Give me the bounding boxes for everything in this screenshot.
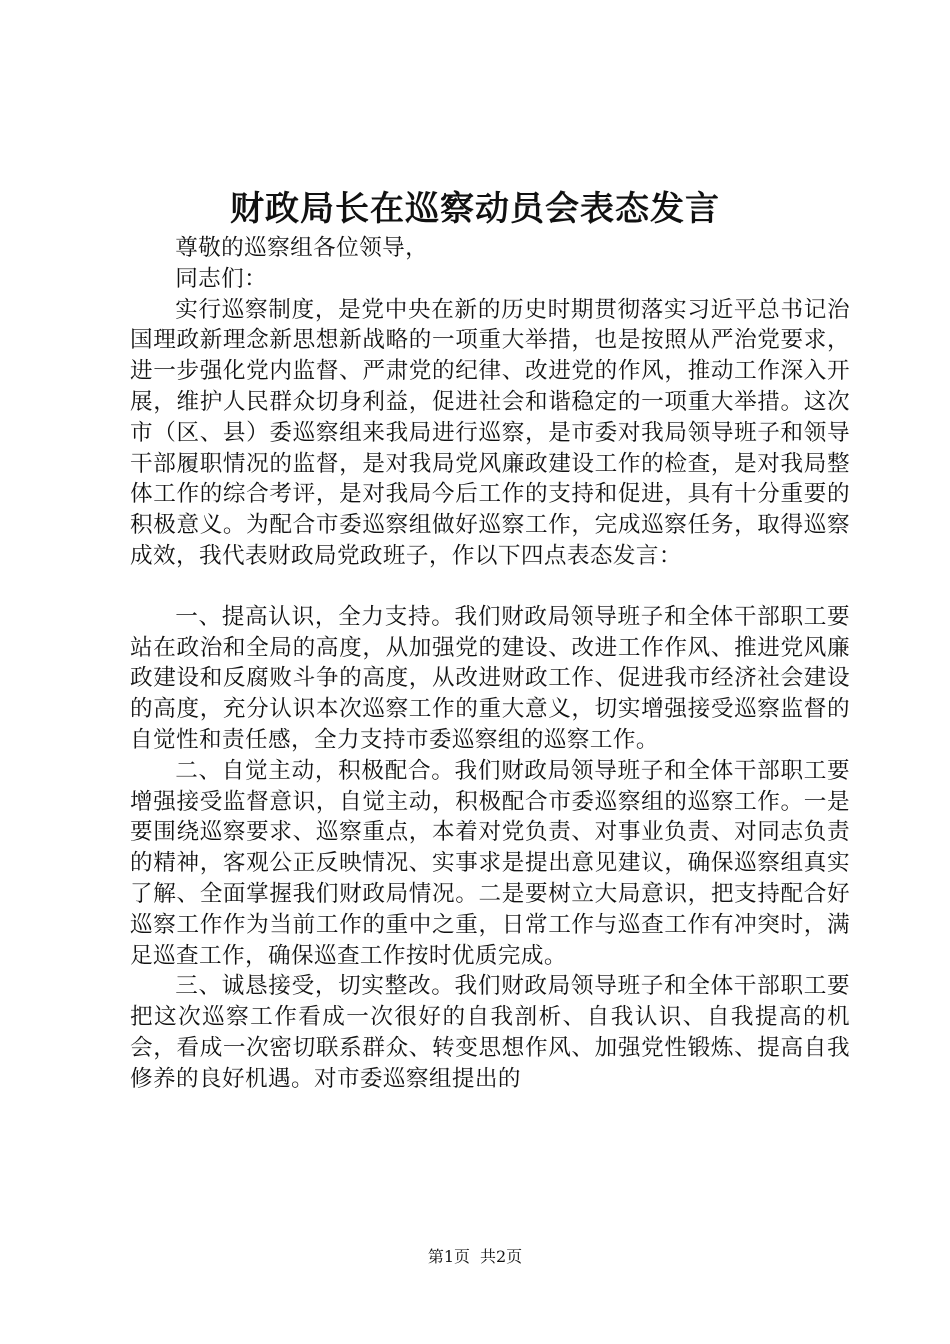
body-paragraph: 一、提高认识，全力支持。我们财政局领导班子和全体干部职工要站在政治和全局的高度，从加强党的建设、改进工作作风、推进党风廉政建设和反腐败斗争的高度，从改进财政工作、促进我市经济社会建设的高度，充分认识本次巡察工作的重大意义，切实增强接受巡察监督的自觉性和责任感，全力支持市委巡察组的巡察工作。 [130,603,850,753]
page-count: 共2页 [480,1247,523,1266]
document-body [130,233,850,1095]
page-footer [0,1247,950,1267]
body-paragraph: 实行巡察制度，是党中央在新的历史时期贯彻落实习近平总书记治国理政新理念新思想新战略的一项重大举措，也是按照从严治党要求，进一步强化党内监督、严肃党的纪律、改进党的作风，推动工作深入开展，维护人民群众切身利益，促进社会和谐稳定的一项重大举措。这次市（区、县）委巡察组来我局进行巡察，是市委对我局领导班子和领导干部履职情况的监督，是对我局党风廉政建设工作的检查，是对我局整体工作的综合考评，是对我局今后工作的支持和促进，具有十分重要的积极意义。为配合市委巡察组做好巡察工作，完成巡察任务，取得巡察成效，我代表财政局党政班子，作以下四点表态发言： [130,296,850,569]
body-paragraph: 二、自觉主动，积极配合。我们财政局领导班子和全体干部职工要增强接受监督意识，自觉主动，积极配合市委巡察组的巡察工作。一是要围绕巡察要求、巡察重点，本着对党负责、对事业负责、对同志负责的精神，客观公正反映情况、实事求是提出意见建议，确保巡察组真实了解、全面掌握我们财政局情况。二是要树立大局意识，把支持配合好巡察工作作为当前工作的重中之重，日常工作与巡查工作有冲突时，满足巡查工作，确保巡查工作按时优质完成。 [130,757,850,969]
salutation-line: 同志们： [175,265,268,292]
body-paragraph: 三、诚恳接受，切实整改。我们财政局领导班子和全体干部职工要把这次巡察工作看成一次很好的自我剖析、自我认识、自我提高的机会，看成一次密切联系群众、转变思想作风、加强党性锻炼、提高自我修养的良好机遇。对市委巡察组提出的 [130,973,850,1092]
salutation-line: 尊敬的巡察组各位领导， [175,235,429,261]
document-title: 财政局长在巡察动员会表态发言 [230,189,720,229]
page-number: 第1页 [427,1247,470,1266]
